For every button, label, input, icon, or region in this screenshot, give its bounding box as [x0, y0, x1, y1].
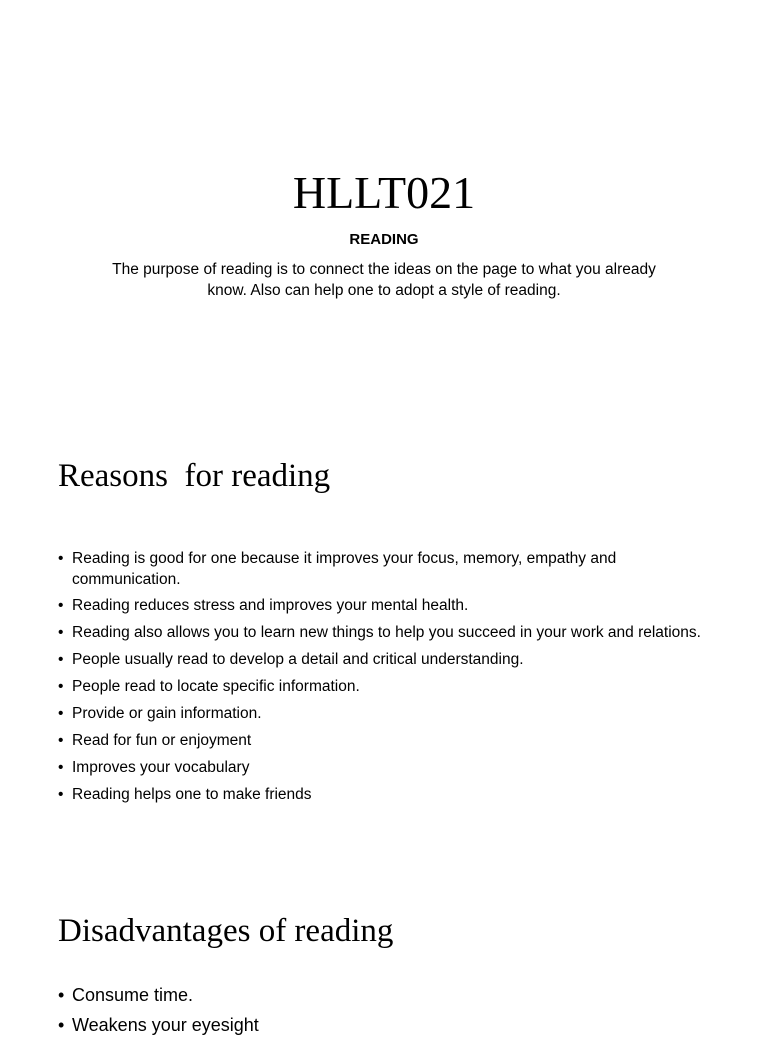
- disadvantages-bullet-list: [58, 983, 718, 1043]
- title-slide: [0, 0, 768, 430]
- bullet-item: [58, 758, 718, 779]
- bullet-item: [58, 549, 718, 590]
- bullet-item: [58, 704, 718, 725]
- bullet-text: People usually read to develop a detail and critical understanding.: [72, 651, 524, 669]
- bullet-item: [58, 1013, 718, 1037]
- document-subtitle: READING: [349, 231, 419, 248]
- bullet-text: Reading is good for one because it improves your focus, memory, empathy and communication.: [72, 550, 617, 588]
- bullet-text: Provide or gain information.: [72, 704, 262, 722]
- bullet-text: Reading also allows you to learn new things to help you succeed in your work and relations.: [72, 624, 701, 642]
- bullet-text: Weakens your eyesight: [72, 1015, 259, 1035]
- section-heading-disadvantages: Disadvantages of reading: [58, 913, 394, 949]
- bullet-text: Consume time.: [72, 985, 194, 1005]
- bullet-icon: •: [58, 731, 64, 749]
- bullet-icon: •: [58, 550, 64, 567]
- bullet-icon: •: [58, 651, 64, 669]
- bullet-text: Improves your vocabulary: [72, 758, 250, 776]
- bullet-icon: •: [58, 597, 64, 615]
- bullet-text: Reading reduces stress and improves your mental health.: [72, 597, 469, 615]
- bullet-item: [58, 650, 718, 671]
- disadvantages-slide: [0, 870, 768, 1035]
- bullet-icon: •: [58, 785, 64, 803]
- bullet-item: [58, 677, 718, 698]
- bullet-icon: •: [58, 1015, 65, 1035]
- bullet-item: [58, 785, 718, 806]
- bullet-icon: •: [58, 624, 64, 642]
- document-title: HLLT021: [292, 167, 476, 218]
- section-heading-reasons: Reasons for reading: [58, 458, 331, 494]
- intro-paragraph: The purpose of reading is to connect the ideas on the page to what you already know. Also can help one to adopt a style of reading.: [112, 261, 656, 299]
- reasons-slide: [0, 430, 768, 870]
- bullet-icon: •: [58, 704, 64, 722]
- bullet-icon: •: [58, 985, 65, 1005]
- bullet-item: [58, 731, 718, 752]
- reasons-bullet-list: [58, 549, 718, 812]
- bullet-item: [58, 983, 718, 1007]
- bullet-item: [58, 596, 718, 617]
- bullet-text: Reading helps one to make friends: [72, 785, 312, 803]
- bullet-item: [58, 623, 718, 644]
- bullet-icon: •: [58, 758, 64, 776]
- bullet-text: People read to locate specific information.: [72, 678, 360, 696]
- bullet-icon: •: [58, 678, 64, 696]
- bullet-text: Read for fun or enjoyment: [72, 731, 252, 749]
